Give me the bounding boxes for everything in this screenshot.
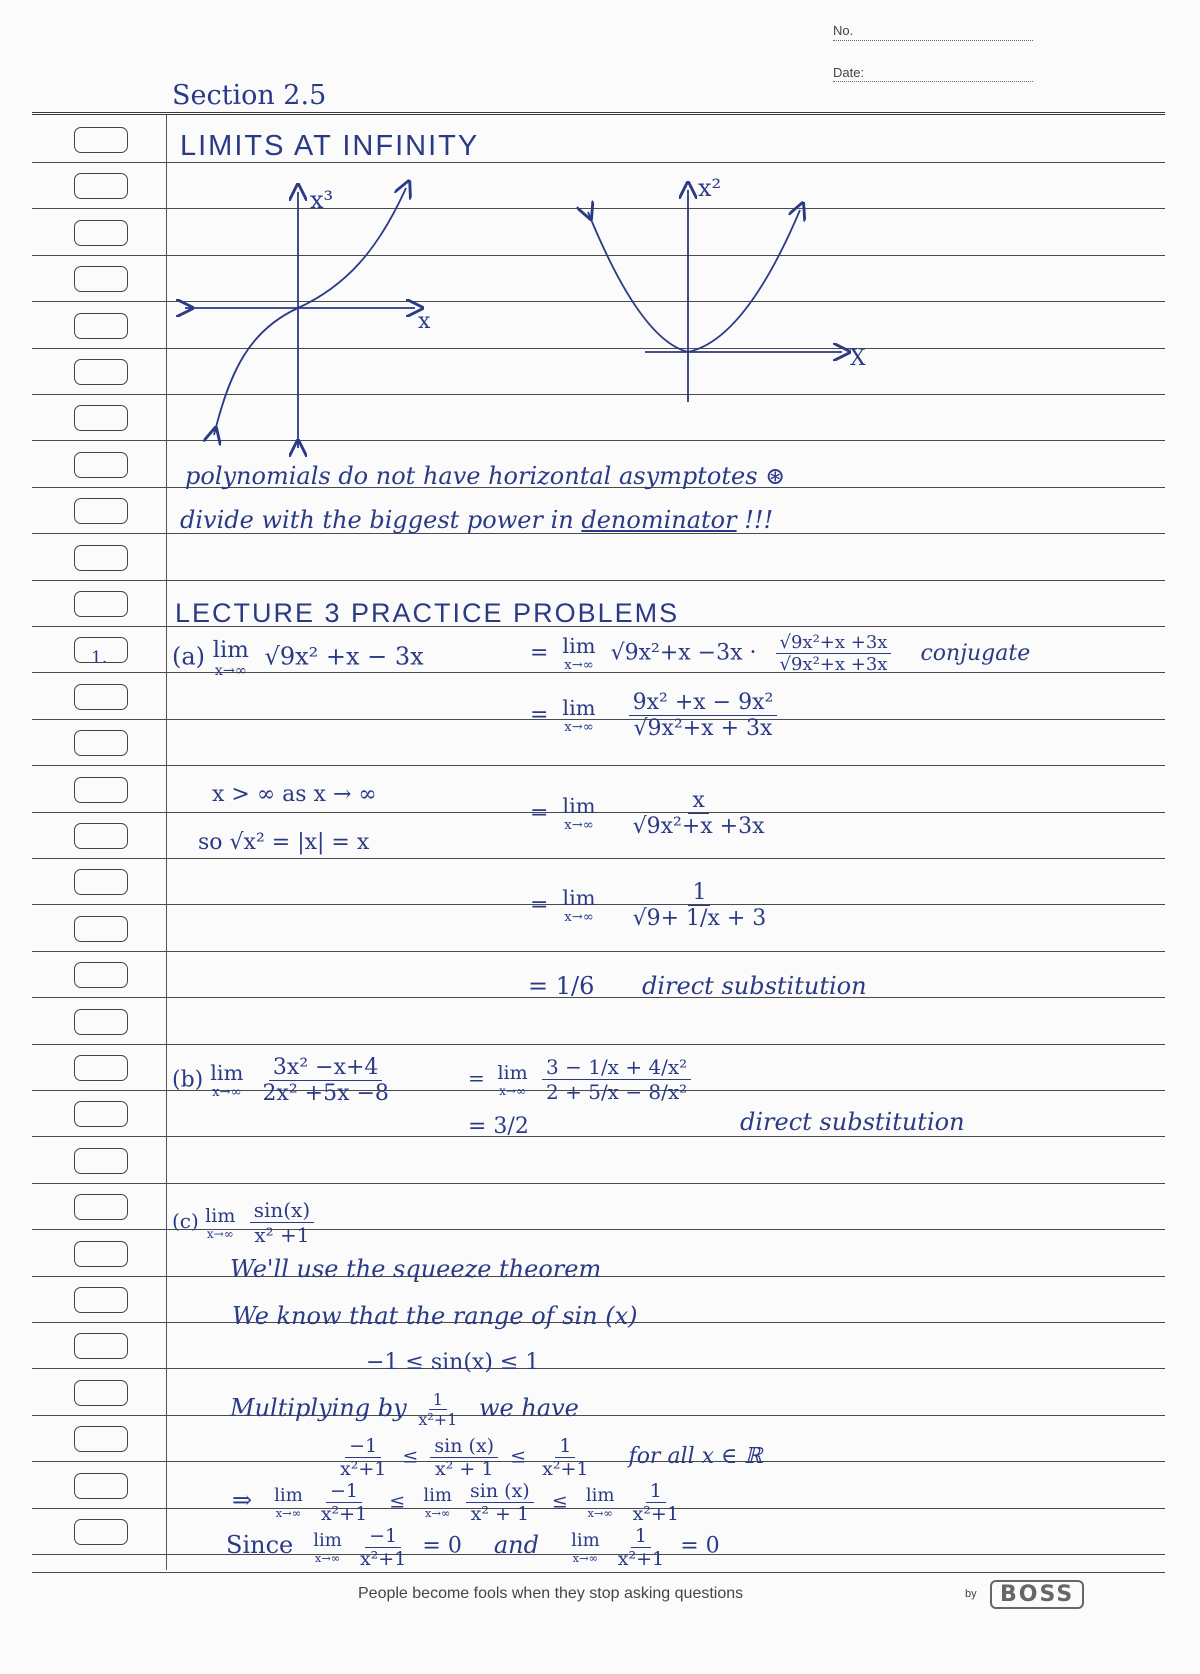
problem-a-step3: = lim x→∞ $\frac{x}{\text{√9x²+x +3x}}$ (530, 788, 769, 839)
problem-c-line4: Multiplying by $\frac{1}{\text{x²+1}}$ we have (230, 1390, 579, 1429)
margin-checkbox (74, 1426, 128, 1452)
note-denominator: denominator (581, 506, 737, 534)
graphs (170, 170, 910, 460)
lecture-title: LECTURE 3 PRACTICE PROBLEMS (175, 598, 680, 628)
bottom-rule (32, 1572, 1165, 1573)
margin-checkbox (74, 962, 128, 988)
ruled-line (32, 1415, 1165, 1416)
ruled-line (32, 951, 1165, 952)
margin-checkbox (74, 916, 128, 942)
section-heading: Section 2.5 (172, 80, 327, 111)
problem-a-step2: = lim x→∞ $\frac{\text{9x² +x − 9x²}}{\text{√9x²+x + 3x}}$ (530, 690, 777, 741)
problem-c-line3: −1 ≤ sin(x) ≤ 1 (366, 1350, 540, 1375)
side-note-1: x > ∞ as x → ∞ (212, 782, 377, 807)
cubic-y-label: x³ (310, 186, 334, 214)
limit-inequality: ⇒ lim x→∞ $\frac{-1}{\text{x²+1}}$ ≤ lim x→∞ $\frac{\sin (x)}{\text{x² + 1}}$ ≤ lim x→∞ $\frac{1}{\text{x²+1}}$ (232, 1480, 679, 1525)
quad-x-label: X (850, 346, 866, 371)
margin-checkbox (74, 1101, 128, 1127)
no-line (833, 40, 1033, 41)
date-label: Date: (833, 65, 865, 80)
problem-c-label: (c) (172, 1209, 199, 1233)
result-value: = 1/6 (528, 972, 595, 1000)
margin-checkbox (74, 1333, 128, 1359)
no-label: No. (833, 23, 854, 38)
problem-a-result (528, 972, 867, 1000)
ruled-line (32, 1183, 1165, 1184)
problem-b-note: direct substitution (740, 1108, 965, 1136)
margin-checkbox (74, 823, 128, 849)
step1-expr: √9x²+x −3x · (610, 640, 757, 666)
problem-c-line1: We'll use the squeeze theorem (230, 1255, 602, 1283)
margin-checkbox (74, 1148, 128, 1174)
step3-fraction: $\frac{x}{\text{√9x²+x +3x}}$ (632, 788, 765, 839)
problem-b-fraction: $\frac{\text{3x² −x+4}}{\text{2x² +5x −8}}$ (262, 1055, 389, 1106)
conjugate-label: conjugate (920, 640, 1031, 666)
margin-line (166, 115, 167, 1570)
margin-checkbox (74, 1473, 128, 1499)
side-note-2: so √x² = |x| = x (198, 830, 370, 855)
conjugate-fraction: $\frac{\text{√9x²+x +3x}}{\text{√9x²+x +3x}}$ (776, 632, 892, 675)
note-divide (180, 506, 773, 534)
problem-a-lim: lim x→∞ (212, 637, 249, 679)
margin-checkbox (74, 313, 128, 339)
problem-b-statement: (b) lim x→∞ $\frac{\text{3x² −x+4}}{\text{2x² +5x −8}}$ (172, 1055, 393, 1106)
margin-checkbox (74, 405, 128, 431)
margin-checkbox (74, 545, 128, 571)
margin-checkbox (74, 1380, 128, 1406)
problem-b-result: = 3/2 (468, 1114, 529, 1139)
problem-a-label: (a) (172, 642, 206, 671)
ruled-line (32, 765, 1165, 766)
margin-checkbox (74, 1194, 128, 1220)
quad-parabola (588, 210, 800, 352)
problem-1-label: 1. (91, 648, 108, 668)
note-polynomials: polynomials do not have horizontal asymptotes ⊛ (185, 462, 786, 490)
note-divide-suffix: !!! (736, 506, 774, 534)
margin-checkbox (74, 220, 128, 246)
ruled-line (32, 580, 1165, 581)
ruled-line (32, 858, 1165, 859)
problem-a-statement (172, 637, 424, 679)
problem-a-expr: √9x² +x − 3x (264, 642, 424, 671)
margin-checkbox (74, 730, 128, 756)
margin-checkbox (74, 1009, 128, 1035)
result-note: direct substitution (642, 972, 867, 1000)
footer-quote: People become fools when they stop asking questions (358, 1585, 744, 1602)
problem-b-step1: = lim x→∞ $\frac{\text{3 − 1/x + 4/x²}}{\text{2 + 5/x − 8/x²}}$ (468, 1055, 691, 1104)
problem-b-label: (b) (172, 1067, 204, 1093)
problem-c-line2: We know that the range of sin (x) (232, 1302, 638, 1330)
margin-checkbox (74, 684, 128, 710)
problem-a-step4: = lim x→∞ $\frac{1}{√9+ 1/x + 3}$ (530, 880, 770, 931)
margin-checkbox (74, 173, 128, 199)
squeeze-inequality: $\frac{-1}{\text{x²+1}}$ ≤ $\frac{\sin (x)}{\text{x² + 1}}$ ≤ $\frac{1}{\text{x²+1}}$ for all x ∈ ℝ (340, 1435, 763, 1480)
quad-y-label: x² (698, 174, 722, 202)
problem-c-statement: (c) lim x→∞ $\frac{\sin(x)}{\text{x² +1}}$ (172, 1198, 314, 1247)
margin-checkbox (74, 452, 128, 478)
note-divide-prefix: divide with the biggest power in (180, 506, 582, 534)
ruled-line (32, 1044, 1165, 1045)
cubic-x-label: x (418, 309, 431, 334)
margin-checkbox (74, 359, 128, 385)
margin-checkbox (74, 869, 128, 895)
ruled-line (32, 1136, 1165, 1137)
page-title: LIMITS AT INFINITY (180, 130, 480, 162)
problem-c-fraction: $\frac{\sin(x)}{\text{x² +1}}$ (250, 1198, 314, 1247)
problem-b-rhs: $\frac{\text{3 − 1/x + 4/x²}}{\text{2 + 5/x − 8/x²}}$ (542, 1055, 691, 1104)
problem-a-step1: = lim x→∞ √9x²+x −3x · $\frac{\text{√9x²+x +3x}}{\text{√9x²+x +3x}}$ conjugate (530, 632, 1031, 675)
footer-by: by (965, 1588, 977, 1600)
margin-checkbox (74, 498, 128, 524)
ruled-line (32, 1368, 1165, 1369)
margin-checkbox (74, 591, 128, 617)
brand-logo: BOSS (990, 1580, 1084, 1609)
margin-checkbox (74, 266, 128, 292)
since-line: Since lim x→∞ $\frac{-1}{\text{x²+1}}$ = 0 and lim x→∞ $\frac{1}{\text{x²+1}}$ = 0 (226, 1525, 720, 1570)
cubic-curve (214, 188, 406, 435)
margin-checkbox (74, 1241, 128, 1267)
margin-checkbox (74, 127, 128, 153)
ineq-note: for all x ∈ ℝ (628, 1443, 763, 1469)
date-line (833, 81, 1033, 82)
margin-checkbox (74, 777, 128, 803)
quadratic-graph (588, 190, 842, 402)
margin-checkbox (74, 1519, 128, 1545)
margin-checkbox (74, 1287, 128, 1313)
margin-checkbox (74, 1055, 128, 1081)
cubic-graph (185, 188, 415, 448)
step2-fraction: $\frac{\text{9x² +x − 9x²}}{\text{√9x²+x + 3x}}$ (629, 690, 778, 741)
step4-fraction: $\frac{1}{√9+ 1/x + 3}$ (632, 880, 767, 931)
top-rule (32, 112, 1165, 118)
